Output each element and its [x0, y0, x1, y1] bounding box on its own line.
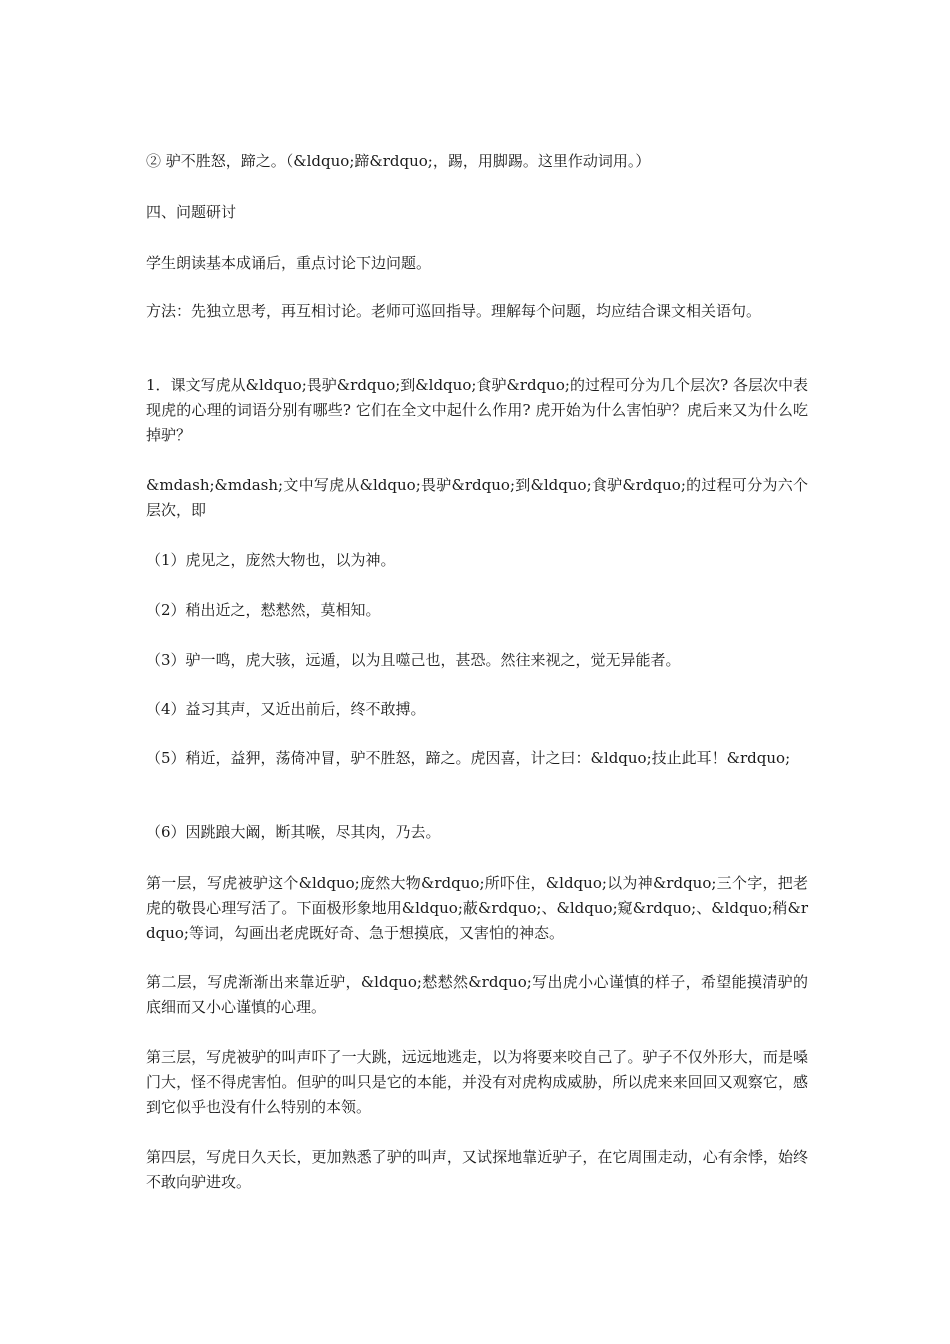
paragraph-question-1: 1．课文写虎从&ldquo;畏驴&rdquo;到&ldquo;食驴&rdquo;的过程可分为几个层次? 各层次中表现虎的心理的词语分别有哪些? 它们在全文中起什么作用? 虎开始为什么害怕驴？虎后来又为什么吃掉驴？ [146, 376, 808, 444]
paragraph-layer-2-analysis: 第二层，写虎渐渐出来靠近驴，&ldquo;慭慭然&rdquo;写出虎小心谨慎的样子，希望能摸清驴的底细而又小心谨慎的心理。 [146, 973, 808, 1016]
paragraph-intro: 学生朗读基本成诵后，重点讨论下边问题。 [146, 254, 432, 272]
list-item-layer-1: （1）虎见之，庞然大物也，以为神。 [146, 551, 396, 569]
paragraph-annotation-ti: ② 驴不胜怒，蹄之。（&ldquo;蹄&rdquo;，踢，用脚踢。这里作动词用。） [146, 152, 651, 170]
paragraph-layer-1-analysis: 第一层，写虎被驴这个&ldquo;庞然大物&rdquo;所吓住，&ldquo;以为神&rdquo;三个字，把老虎的敬畏心理写活了。下面极形象地用&ldquo;蔽&rdquo;、&ldquo;窥&rdquo;、&ldquo;稍&rdquo;等词，勾画出老虎既好奇、急于想摸底，又害怕的神态。 [146, 874, 808, 942]
list-item-layer-5: （5）稍近，益狎，荡倚冲冒，驴不胜怒，蹄之。虎因喜，计之曰：&ldquo;技止此耳！&rdquo; [146, 749, 791, 767]
list-item-layer-6: （6）因跳踉大阚，断其喉，尽其肉，乃去。 [146, 823, 441, 841]
paragraph-answer-intro: &mdash;&mdash;文中写虎从&ldquo;畏驴&rdquo;到&ldquo;食驴&rdquo;的过程可分为六个层次，即 [146, 476, 808, 519]
paragraph-method: 方法：先独立思考，再互相讨论。老师可巡回指导。理解每个问题，均应结合课文相关语句。 [146, 302, 762, 320]
list-item-layer-4: （4）益习其声，又近出前后，终不敢搏。 [146, 700, 426, 718]
list-item-layer-3: （3）驴一鸣，虎大骇，远遁，以为且噬己也，甚恐。然往来视之，觉无异能者。 [146, 651, 681, 669]
paragraph-layer-4-analysis: 第四层，写虎日久天长，更加熟悉了驴的叫声，又试探地靠近驴子，在它周围走动，心有余悸，始终不敢向驴进攻。 [146, 1148, 808, 1191]
section-heading-wenti-yantao: 四、问题研讨 [146, 203, 237, 221]
list-item-layer-2: （2）稍出近之，慭慭然，莫相知。 [146, 601, 381, 619]
paragraph-layer-3-analysis: 第三层，写虎被驴的叫声吓了一大跳，远远地逃走，以为将要来咬自己了。驴子不仅外形大，而是嗓门大，怪不得虎害怕。但驴的叫只是它的本能，并没有对虎构成威胁，所以虎来来回回又观察它，感到它似乎也没有什么特别的本领。 [146, 1048, 808, 1116]
